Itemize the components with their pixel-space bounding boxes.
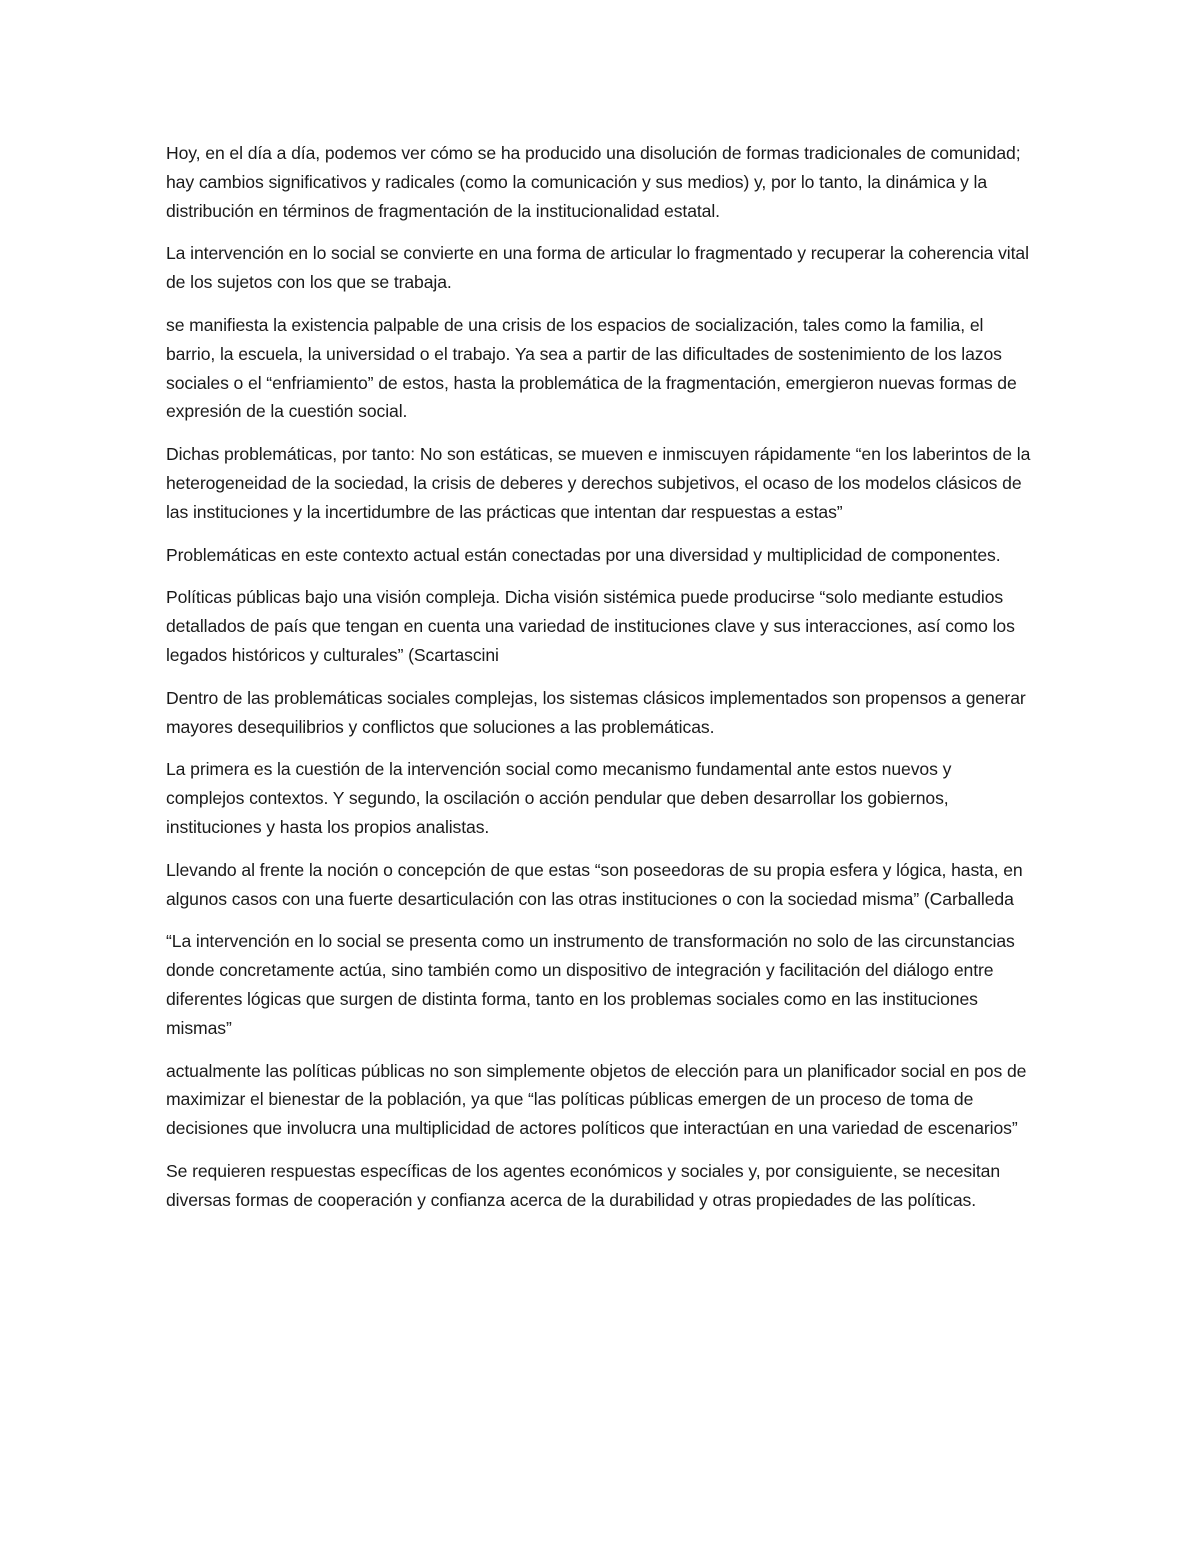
- paragraph-11: actualmente las políticas públicas no son simplemente objetos de elección para un planificador social en pos de maximizar el bienestar de la población, ya que “las políticas públicas emergen de un proceso de toma de decisiones que involucra una multiplicidad de actores políticos que interactúan en una variedad de escenarios”: [166, 1060, 1027, 1139]
- paragraph-6: Políticas públicas bajo una visión compleja. Dicha visión sistémica puede producirse “solo mediante estudios detallados de país que tengan en cuenta una variedad de instituciones clave y sus interacciones, así como los legados históricos y culturales” (Scartascini: [166, 587, 1015, 665]
- paragraph-3: se manifiesta la existencia palpable de una crisis de los espacios de socialización, tales como la familia, el barrio, la escuela, la universidad o el trabajo. Ya sea a partir de las dificultades de sostenimiento de los lazos sociales o el “enfriamiento” de estos, hasta la problemática de la fragmentación, emergieron nuevas formas de expresión de la cuestión social.: [166, 314, 1017, 422]
- paragraph-9: Llevando al frente la noción o concepción de que estas “son poseedoras de su propia esfera y lógica, hasta, en algunos casos con una fuerte desarticulación con las otras instituciones o con la sociedad misma” (Carballeda: [166, 859, 1023, 909]
- paragraph-10: “La intervención en lo social se presenta como un instrumento de transformación no solo de las circunstancias donde concretamente actúa, sino también como un dispositivo de integración y facilitación del diálogo entre diferentes lógicas que surgen de distinta forma, tanto en los problemas sociales como en las instituciones mismas”: [166, 931, 1015, 1038]
- paragraph-12: Se requieren respuestas específicas de los agentes económicos y sociales y, por consiguiente, se necesitan diversas formas de cooperación y confianza acerca de la durabilidad y otras propiedades de las políticas.: [166, 1160, 1001, 1210]
- paragraph-7: Dentro de las problemáticas sociales complejas, los sistemas clásicos implementados son propensos a generar mayores desequilibrios y conflictos que soluciones a las problemáticas.: [166, 687, 1026, 737]
- paragraph-2: La intervención en lo social se convierte en una forma de articular lo fragmentado y recuperar la coherencia vital de los sujetos con los que se trabaja.: [166, 243, 1029, 293]
- paragraph-8: La primera es la cuestión de la intervención social como mecanismo fundamental ante estos nuevos y complejos contextos. Y segundo, la oscilación o acción pendular que deben desarrollar los gobiernos, instituciones y hasta los propios analistas.: [166, 759, 952, 837]
- paragraph-5: Problemáticas en este contexto actual están conectadas por una diversidad y multiplicidad de componentes.: [166, 544, 1001, 565]
- paragraph-4: Dichas problemáticas, por tanto: No son estáticas, se mueven e inmiscuyen rápidamente “en los laberintos de la heterogeneidad de la sociedad, la crisis de deberes y derechos subjetivos, el ocaso de los modelos clásicos de las instituciones y la incertidumbre de las prácticas que intentan dar respuestas a estas”: [166, 444, 1031, 522]
- document-body: [166, 139, 1034, 1229]
- paragraph-1: Hoy, en el día a día, podemos ver cómo se ha producido una disolución de formas tradicionales de comunidad; hay cambios significativos y radicales (como la comunicación y sus medios) y, por lo tanto, la dinámica y la distribución en términos de fragmentación de la institucionalidad estatal.: [166, 143, 1021, 221]
